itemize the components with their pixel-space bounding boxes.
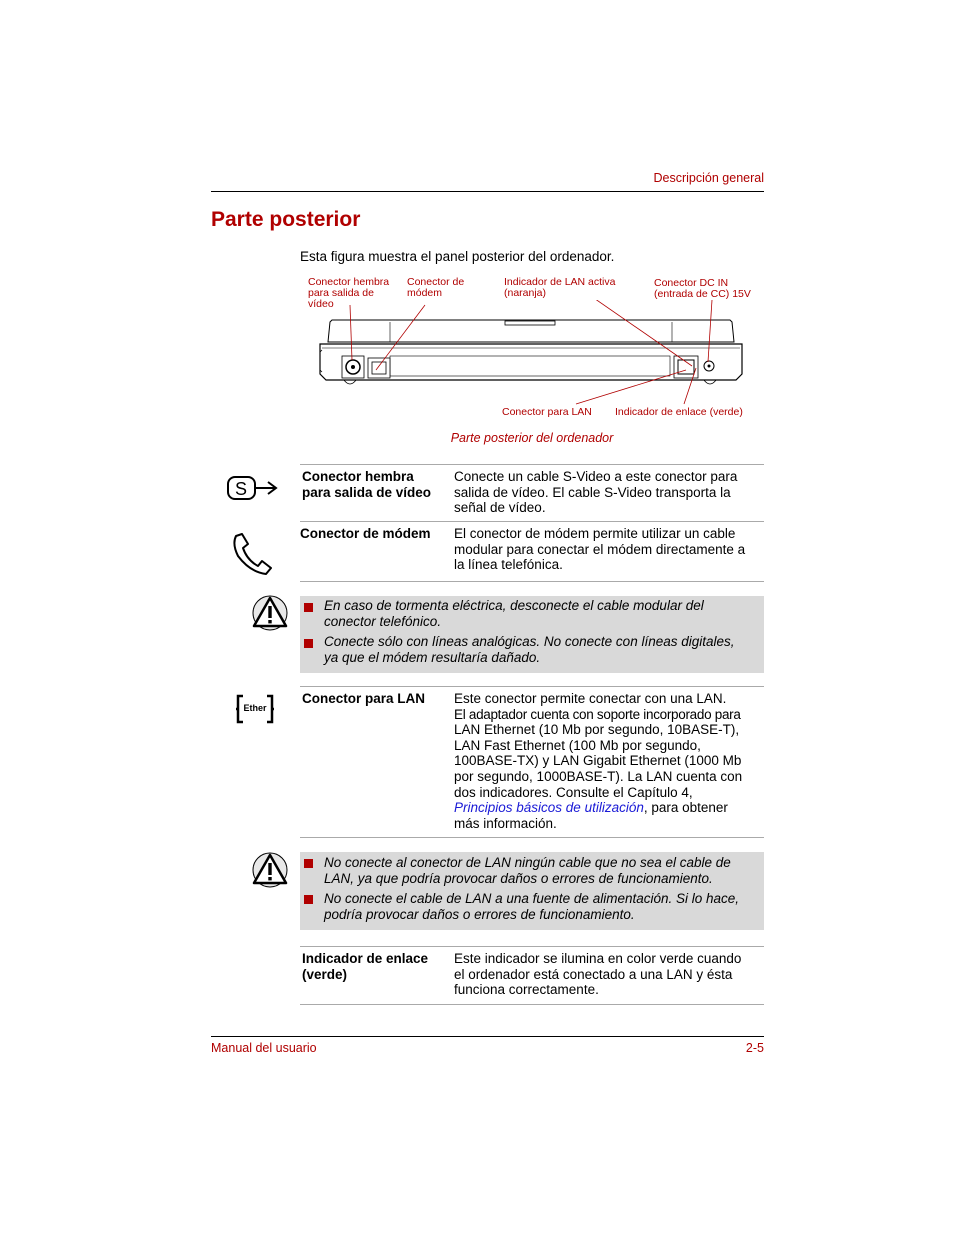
bullet [304, 859, 313, 868]
intro-text: Esta figura muestra el panel posterior del ordenador. [300, 249, 615, 264]
row-divider [300, 1004, 764, 1005]
link-line: Principios básicos de utilización, para obtener [454, 800, 728, 816]
item-lan [300, 686, 764, 837]
item-modem [300, 521, 764, 581]
header-rule [211, 191, 764, 192]
warning-text: En caso de tormenta eléctrica, desconecte el cable modular del conector telefónico. [324, 598, 704, 629]
warning-box-lan [300, 852, 764, 930]
callout-modem: Conector de módem [407, 276, 465, 299]
callout-lan: Conector para LAN [502, 406, 592, 418]
footer-manual: Manual del usuario [211, 1041, 317, 1055]
bullet [304, 639, 313, 648]
s-video-icon [225, 472, 281, 504]
warning-icon [251, 851, 289, 889]
item-desc: Este indicador se ilumina en color verde cuando el ordenador está conectado a una LAN y ésta funciona correctamente. [454, 951, 742, 998]
figure-caption: Parte posterior del ordenador [450, 431, 614, 445]
phone-icon [230, 530, 274, 576]
bullet [304, 603, 313, 612]
bullet [304, 895, 313, 904]
footer-rule [211, 1036, 764, 1037]
item-term: Indicador de enlace (verde) [302, 951, 429, 982]
item-link-indicator [300, 946, 764, 1004]
item-desc: Este conector permite conectar con una LAN. El adaptador cuenta con soporte incorporado para LAN Ethernet (10 Mb por segundo, 10BASE-T), LAN Fast Ethernet (100 Mb por segundo, 100BASE-TX) y LAN Gigabit Ethernet (1000 Mb por segundo, 1000BASE-T). La LAN cuenta con dos indicadores. Consulte el Capítulo 4, Principios básicos de utilización, para obtener más información. [454, 691, 760, 831]
item-term: Conector de módem [300, 526, 431, 541]
page-title: Parte posterior [211, 208, 361, 231]
ethernet-icon-label: Ether [243, 703, 267, 713]
chapter-link[interactable]: Principios básicos de utilización [454, 800, 644, 816]
item-term: Conector hembra para salida de vídeo [302, 469, 432, 500]
warning-text: No conecte el cable de LAN a una fuente de alimentación. Si lo hace, podría provocar daños o errores de funcionamiento. [324, 891, 740, 922]
callout-link: Indicador de enlace (verde) [615, 406, 743, 418]
row-divider [300, 837, 764, 838]
row-divider [300, 581, 764, 582]
warning-text: Conecte sólo con líneas analógicas. No conecte con líneas digitales, ya que el módem resultaría dañado. [324, 634, 735, 665]
callout-lan-active: Indicador de LAN activa (naranja) [504, 276, 616, 299]
item-svideo [300, 464, 764, 521]
warning-box-modem [300, 596, 764, 673]
item-desc: El conector de módem permite utilizar un cable modular para conectar el módem directamente a la línea telefónica. [454, 526, 746, 573]
item-desc: Conecte un cable S-Video a este conector para salida de vídeo. El cable S-Video transporta la señal de vídeo. [454, 469, 738, 516]
page-number: 2-5 [745, 1041, 764, 1055]
laptop-rear-illustration [300, 300, 764, 410]
ethernet-icon [235, 694, 275, 724]
warning-icon [251, 594, 289, 632]
callout-dc-in: Conector DC IN (entrada de CC) 15V [654, 277, 751, 300]
callout-svideo: Conector hembra para salida de vídeo [308, 276, 390, 310]
warning-text: No conecte al conector de LAN ningún cable que no sea el cable de LAN, ya que podría provocar daños o errores de funcionamiento. [324, 855, 731, 886]
item-term: Conector para LAN [302, 691, 426, 706]
svg-text:S: S [234, 479, 248, 499]
running-header: Descripción general [653, 171, 764, 185]
